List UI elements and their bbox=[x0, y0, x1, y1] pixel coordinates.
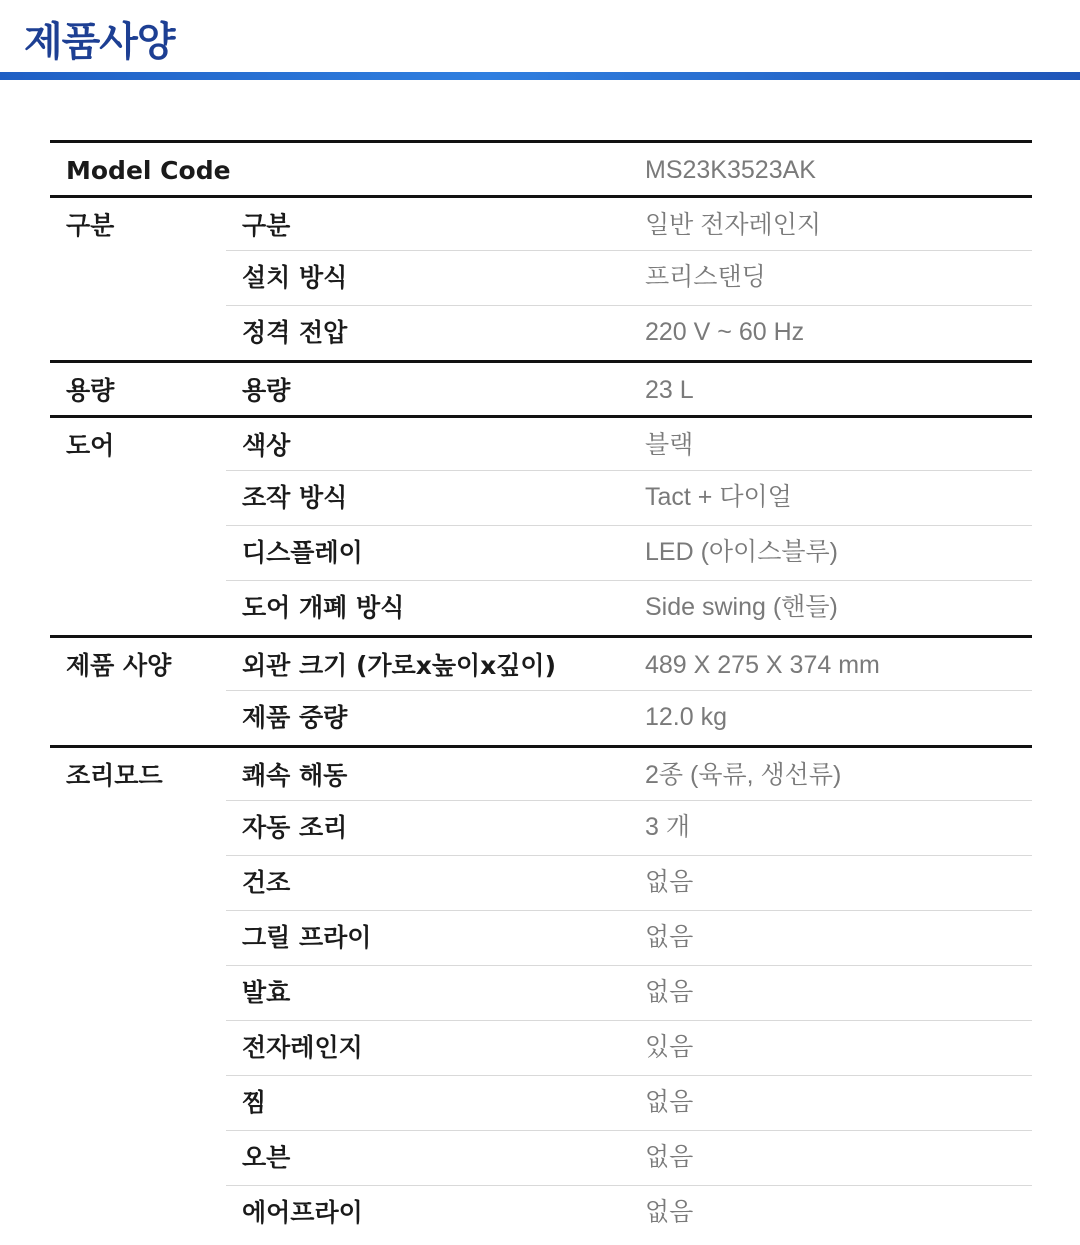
spec-item-label: 건조 bbox=[242, 868, 291, 897]
spec-category bbox=[66, 1020, 226, 1075]
spec-category bbox=[66, 1185, 226, 1240]
spec-item-label: 디스플레이 bbox=[242, 538, 363, 567]
spec-category bbox=[66, 800, 226, 855]
model-code-value: MS23K3523AK bbox=[645, 156, 816, 184]
spec-item-value: 일반 전자레인지 bbox=[645, 211, 821, 239]
spec-row bbox=[50, 800, 1032, 855]
spec-item-value: 없음 bbox=[645, 1088, 694, 1116]
spec-category: 용량 bbox=[66, 376, 115, 405]
spec-table bbox=[50, 140, 1032, 1240]
spec-item-value: Tact + 다이얼 bbox=[645, 483, 792, 511]
spec-item-value: LED (아이스블루) bbox=[645, 538, 838, 566]
spec-row bbox=[50, 1075, 1032, 1130]
spec-item-value: 489 X 275 X 374 mm bbox=[645, 651, 880, 679]
spec-row bbox=[50, 195, 1032, 250]
spec-item-value: 23 L bbox=[645, 376, 694, 404]
spec-item-label: 용량 bbox=[242, 376, 291, 405]
spec-item-label: 설치 방식 bbox=[242, 263, 348, 292]
spec-item-label: 쾌속 해동 bbox=[242, 761, 348, 790]
spec-item-value: 2종 (육류, 생선류) bbox=[645, 761, 842, 789]
spec-item-label: 도어 개폐 방식 bbox=[242, 593, 405, 622]
spec-category: 조리모드 bbox=[66, 761, 163, 790]
spec-item-value: 있음 bbox=[645, 1033, 694, 1061]
spec-item-label: 조작 방식 bbox=[242, 483, 348, 512]
spec-category bbox=[66, 580, 226, 635]
spec-item-value: 220 V ~ 60 Hz bbox=[645, 318, 805, 346]
spec-category: 구분 bbox=[66, 211, 115, 240]
spec-row bbox=[50, 470, 1032, 525]
spec-row bbox=[50, 745, 1032, 800]
spec-item-label: 외관 크기 (가로x높이x깊이) bbox=[242, 651, 557, 680]
spec-category bbox=[66, 855, 226, 910]
spec-category: 도어 bbox=[66, 431, 115, 460]
page-title: 제품사양 bbox=[24, 19, 175, 65]
title-underline bbox=[0, 72, 1080, 80]
spec-category bbox=[66, 305, 226, 360]
spec-row bbox=[50, 965, 1032, 1020]
spec-item-label: 전자레인지 bbox=[242, 1033, 363, 1062]
spec-item-value: 없음 bbox=[645, 1198, 694, 1226]
spec-item-label: 색상 bbox=[242, 431, 291, 460]
spec-item-label: 제품 중량 bbox=[242, 703, 348, 732]
page-header bbox=[0, 0, 1080, 82]
spec-item-value: Side swing (핸들) bbox=[645, 593, 838, 621]
spec-item-value: 프리스탠딩 bbox=[645, 263, 766, 291]
spec-category bbox=[66, 1075, 226, 1130]
spec-category bbox=[66, 690, 226, 745]
spec-item-label: 자동 조리 bbox=[242, 813, 348, 842]
spec-item-value: 블랙 bbox=[645, 431, 694, 459]
spec-row bbox=[50, 305, 1032, 360]
spec-item-label: 발효 bbox=[242, 978, 291, 1007]
spec-row bbox=[50, 635, 1032, 690]
spec-item-label: 구분 bbox=[242, 211, 291, 240]
spec-category bbox=[66, 525, 226, 580]
spec-item-value: 없음 bbox=[645, 923, 694, 951]
spec-row bbox=[50, 910, 1032, 965]
spec-category bbox=[66, 1130, 226, 1185]
spec-item-value: 12.0 kg bbox=[645, 703, 728, 731]
spec-row bbox=[50, 1185, 1032, 1240]
spec-category bbox=[66, 250, 226, 305]
spec-item-label: 찜 bbox=[242, 1088, 267, 1117]
spec-category bbox=[66, 965, 226, 1020]
spec-item-value: 없음 bbox=[645, 1143, 694, 1171]
spec-category: 제품 사양 bbox=[66, 651, 172, 680]
spec-item-label: 정격 전압 bbox=[242, 318, 348, 347]
spec-category bbox=[66, 910, 226, 965]
spec-item-label: 오븐 bbox=[242, 1143, 291, 1172]
spec-row bbox=[50, 360, 1032, 415]
spec-row bbox=[50, 855, 1032, 910]
model-code-row bbox=[50, 140, 1032, 195]
spec-row bbox=[50, 250, 1032, 305]
spec-item-value: 3 개 bbox=[645, 813, 690, 841]
spec-row bbox=[50, 525, 1032, 580]
model-code-label: Model Code bbox=[66, 156, 231, 185]
spec-item-value: 없음 bbox=[645, 868, 694, 896]
spec-row bbox=[50, 415, 1032, 470]
spec-item-label: 에어프라이 bbox=[242, 1198, 363, 1227]
spec-row bbox=[50, 690, 1032, 745]
spec-row bbox=[50, 1130, 1032, 1185]
spec-row bbox=[50, 1020, 1032, 1075]
spec-row bbox=[50, 580, 1032, 635]
spec-category bbox=[66, 470, 226, 525]
spec-item-value: 없음 bbox=[645, 978, 694, 1006]
spec-item-label: 그릴 프라이 bbox=[242, 923, 372, 952]
